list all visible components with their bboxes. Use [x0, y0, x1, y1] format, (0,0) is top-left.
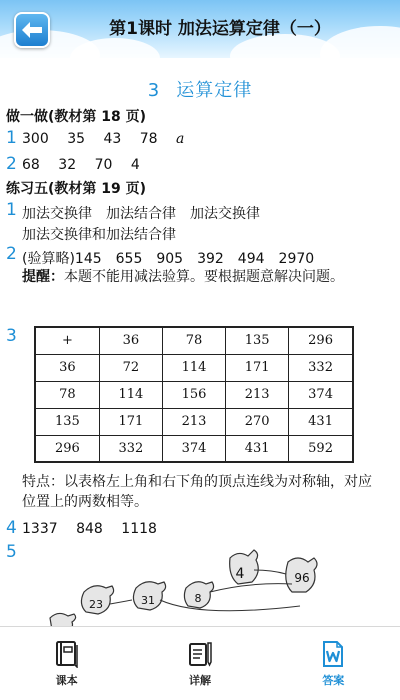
- table-row: [35, 354, 353, 381]
- table-cell: 72: [99, 354, 162, 381]
- table-row: [35, 435, 353, 462]
- connector-line: [160, 600, 300, 611]
- tab-label: 答案: [322, 673, 345, 687]
- section-number: 3: [147, 80, 161, 101]
- question-number: 4: [6, 518, 17, 538]
- table-row: [35, 381, 353, 408]
- connector-line: [254, 570, 286, 574]
- tab-textbook[interactable]: [0, 627, 133, 700]
- answer-value: 68: [22, 157, 40, 173]
- tab-explanation[interactable]: [133, 627, 266, 700]
- answer-value: 43: [103, 131, 122, 147]
- table-cell: 78: [162, 327, 225, 354]
- hint-label: 提醒：: [22, 269, 64, 285]
- table-cell: 431: [289, 408, 353, 435]
- exercise-heading-1: 做一做(教材第 18 页): [6, 109, 147, 125]
- header-bar: [0, 0, 400, 58]
- table-cell: 374: [289, 381, 353, 408]
- mitten-number: 31: [141, 594, 155, 607]
- table-cell: 156: [162, 381, 225, 408]
- back-button[interactable]: [14, 12, 50, 48]
- table-cell: 270: [226, 408, 289, 435]
- answer-value: 78: [139, 131, 158, 147]
- mitten-number: 8: [194, 592, 202, 605]
- table-cell: +: [35, 327, 99, 354]
- question-number: 2: [6, 154, 17, 174]
- table-cell: 592: [289, 435, 353, 462]
- answer-value: 300: [22, 131, 49, 147]
- page-title: 第1课时 加法运算定律（一）: [109, 19, 331, 39]
- answer-value: a: [176, 131, 185, 147]
- notebook-pen-icon: [187, 640, 213, 668]
- table-cell: 36: [99, 327, 162, 354]
- mitten-number: 23: [89, 598, 103, 611]
- answer-line: 加法交换律 加法结合律 加法交换律: [22, 206, 260, 222]
- mitten-number: 4: [235, 566, 245, 582]
- hint-text: [22, 267, 372, 287]
- mitten-icon: [50, 613, 76, 626]
- answer-value: 4: [130, 157, 140, 173]
- table-cell: 213: [226, 381, 289, 408]
- answer-value: 35: [67, 131, 86, 147]
- section-title: [0, 76, 400, 102]
- table-cell: 431: [226, 435, 289, 462]
- table-cell: 332: [289, 354, 353, 381]
- bottom-tab-bar: [0, 626, 400, 700]
- answer-line: [22, 157, 154, 173]
- table-cell: 135: [35, 408, 99, 435]
- tab-answers[interactable]: [267, 627, 400, 700]
- table-cell: 114: [99, 381, 162, 408]
- table-cell: 213: [162, 408, 225, 435]
- tab-label: 课本: [55, 673, 78, 687]
- table-cell: 296: [35, 435, 99, 462]
- answer-value: 32: [58, 157, 77, 173]
- mitten-icon: [133, 582, 165, 610]
- table-row: [35, 408, 353, 435]
- table-cell: 78: [35, 381, 99, 408]
- answer-value: 1337: [22, 521, 58, 537]
- question-number: 1: [6, 128, 17, 148]
- mitten-icon: [286, 558, 317, 592]
- mitten-icon: [184, 582, 213, 608]
- connector-line: [110, 600, 132, 604]
- hint-body: 本题不能用减法验算。要根据题意解决问题。: [64, 269, 344, 285]
- table-cell: 332: [99, 435, 162, 462]
- answer-line: 加法交换律和加法结合律: [22, 227, 176, 243]
- answer-line: [22, 131, 198, 147]
- book-icon: [54, 640, 80, 668]
- section-name: 运算定律: [176, 80, 253, 101]
- tab-label: 详解: [188, 673, 211, 687]
- question-number: 2: [6, 244, 17, 264]
- mitten-icon: [230, 550, 259, 584]
- table-cell: 114: [162, 354, 225, 381]
- answer-line: [22, 521, 171, 537]
- connector-line: [210, 584, 292, 592]
- table-row: [35, 327, 353, 354]
- table-note: 特点：以表格左上角和右下角的顶点连线为对称轴，对应位置上的两数相等。: [22, 474, 372, 510]
- answer-value: 1118: [121, 521, 157, 537]
- answer-value: 70: [94, 157, 113, 173]
- answer-content: [0, 58, 400, 626]
- question-number: 1: [6, 200, 17, 220]
- table-cell: 171: [99, 408, 162, 435]
- table-cell: 36: [35, 354, 99, 381]
- exercise-heading-2: 练习五(教材第 19 页): [6, 181, 147, 197]
- question-number: 3: [6, 326, 17, 346]
- addition-table: [34, 326, 354, 463]
- table-cell: 296: [289, 327, 353, 354]
- mitten-icon: [81, 586, 113, 614]
- answer-line: (验算略)145 655 905 392 494 2970: [22, 251, 315, 267]
- table-cell: 135: [226, 327, 289, 354]
- table-cell: 171: [226, 354, 289, 381]
- question-number: 5: [6, 542, 17, 562]
- mittens-illustration: [40, 548, 380, 626]
- answer-value: 848: [76, 521, 103, 537]
- arrow-left-icon: [21, 21, 43, 39]
- table-cell: 374: [162, 435, 225, 462]
- word-document-icon: [320, 640, 346, 668]
- mitten-number: 96: [294, 571, 310, 585]
